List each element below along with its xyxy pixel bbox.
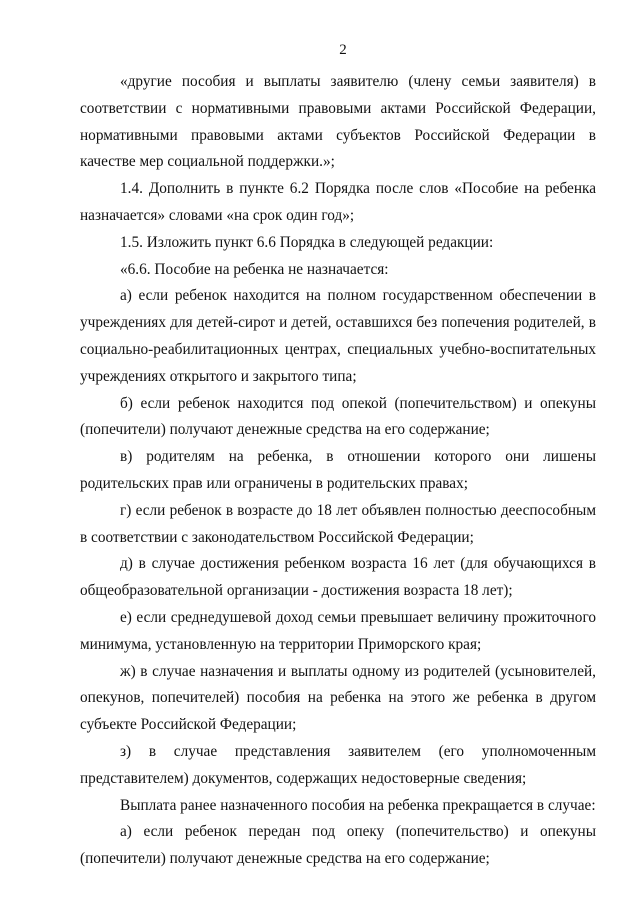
paragraph-other-benefits: «другие пособия и выплаты заявителю (члену семьи заявителя) в соответствии с нормативными правовыми актами Российской Федерации, нормативными правовыми актами субъектов Российской Федерации в качестве мер социальной поддержки.»;	[80, 73, 596, 171]
list-item-v: в) родителям на ребенка, в отношении которого они лишены родительских прав или ограничены в родительских правах;	[80, 448, 596, 492]
list-item-a: а) если ребенок находится на полном государственном обеспечении в учреждениях для детей-сирот и детей, оставшихся без попечения родителей, в социально-реабилитационных центрах, специальных учебно-воспитательных учреждениях открытого и закрытого типа;	[80, 287, 596, 385]
paragraph-1-4: 1.4. Дополнить в пункте 6.2 Порядка после слов «Пособие на ребенка назначается» словами «на срок один год»;	[80, 180, 596, 224]
paragraph-1-5: 1.5. Изложить пункт 6.6 Порядка в следующей редакции:	[120, 233, 494, 251]
page-number: 2	[339, 42, 347, 58]
paragraph-6-6-heading: «6.6. Пособие на ребенка не назначается:	[120, 260, 389, 278]
list-item-g: г) если ребенок в возрасте до 18 лет объявлен полностью дееспособным в соответствии с законодательством Российской Федерации;	[80, 501, 596, 546]
list-item-b: б) если ребенок находится под опекой (попечительством) и опекуны (попечители) получают денежные средства на его содержание;	[80, 394, 596, 439]
termination-item-a: а) если ребенок передан под опеку (попечительство) и опекуны (попечители) получают денежные средства на его содержание;	[80, 823, 596, 868]
paragraph-termination: Выплата ранее назначенного пособия на ребенка прекращается в случае:	[120, 796, 596, 814]
list-item-zh: ж) в случае назначения и выплаты одному из родителей (усыновителей, опекунов, попечителей) пособия на ребенка на этого же ребенка в другом субъекте Российской Федерации;	[80, 662, 596, 734]
list-item-e: е) если среднедушевой доход семьи превышает величину прожиточного минимума, установленную на территории Приморского края;	[80, 608, 596, 653]
list-item-d: д) в случае достижения ребенком возраста 16 лет (для обучающихся в общеобразовательной организации - достижения возраста 18 лет);	[80, 555, 596, 600]
list-item-z: з) в случае представления заявителем (его уполномоченным представителем) документов, содержащих недостоверные сведения;	[80, 742, 596, 787]
